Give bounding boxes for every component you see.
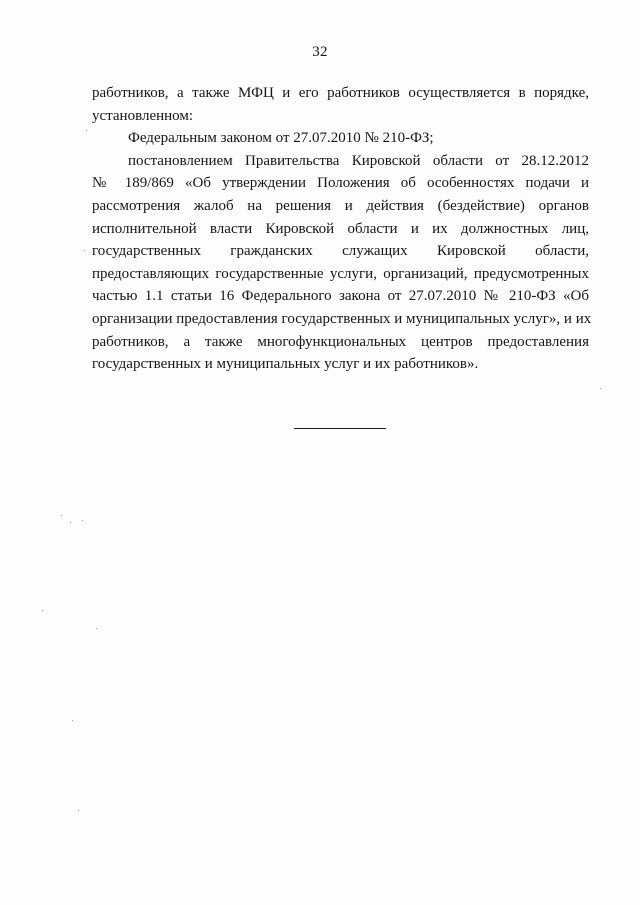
scan-speck: [84, 250, 85, 251]
text-line: рассмотрения жалоб на решения и действия (бездействие) органов: [92, 197, 589, 214]
text-line: частью 1.1 статьи 16 Федерального закона от 27.07.2010 № 210-ФЗ «Об: [92, 288, 589, 305]
scan-speck: [600, 388, 601, 389]
text-line: исполнительной власти Кировской области и их должностных лиц,: [92, 220, 589, 237]
text-line: постановлением Правительства Кировской области от 28.12.2012: [128, 152, 589, 169]
text-line: работников, а также МФЦ и его работников осуществляется в порядке,: [92, 85, 589, 101]
scan-speck: [86, 130, 87, 131]
text-line: работников, а также многофункциональных центров предоставления: [92, 333, 589, 350]
page-number: 32: [312, 44, 328, 60]
scan-speck: [72, 720, 73, 721]
section-separator-line: [294, 428, 386, 429]
text-line: государственных гражданских служащих Кировской области,: [92, 243, 589, 260]
text-line: организации предоставления государственных и муниципальных услуг», и их: [92, 310, 592, 327]
scan-speck: [42, 610, 43, 611]
text-line: Федеральным законом от 27.07.2010 № 210-ФЗ;: [128, 130, 434, 147]
scan-speck: [70, 522, 71, 523]
scan-speck: [78, 810, 79, 811]
scan-speck: [61, 515, 62, 516]
scan-speck: [96, 628, 97, 629]
text-line: государственных и муниципальных услуг и их работников».: [92, 356, 479, 373]
text-line: № 189/869 «Об утверждении Положения об особенностях подачи и: [92, 175, 589, 192]
document-body: [92, 82, 592, 376]
text-line: установленном:: [92, 107, 194, 124]
scan-speck: [82, 520, 83, 521]
text-line: предоставляющих государственные услуги, организаций, предусмотренных: [92, 265, 589, 282]
